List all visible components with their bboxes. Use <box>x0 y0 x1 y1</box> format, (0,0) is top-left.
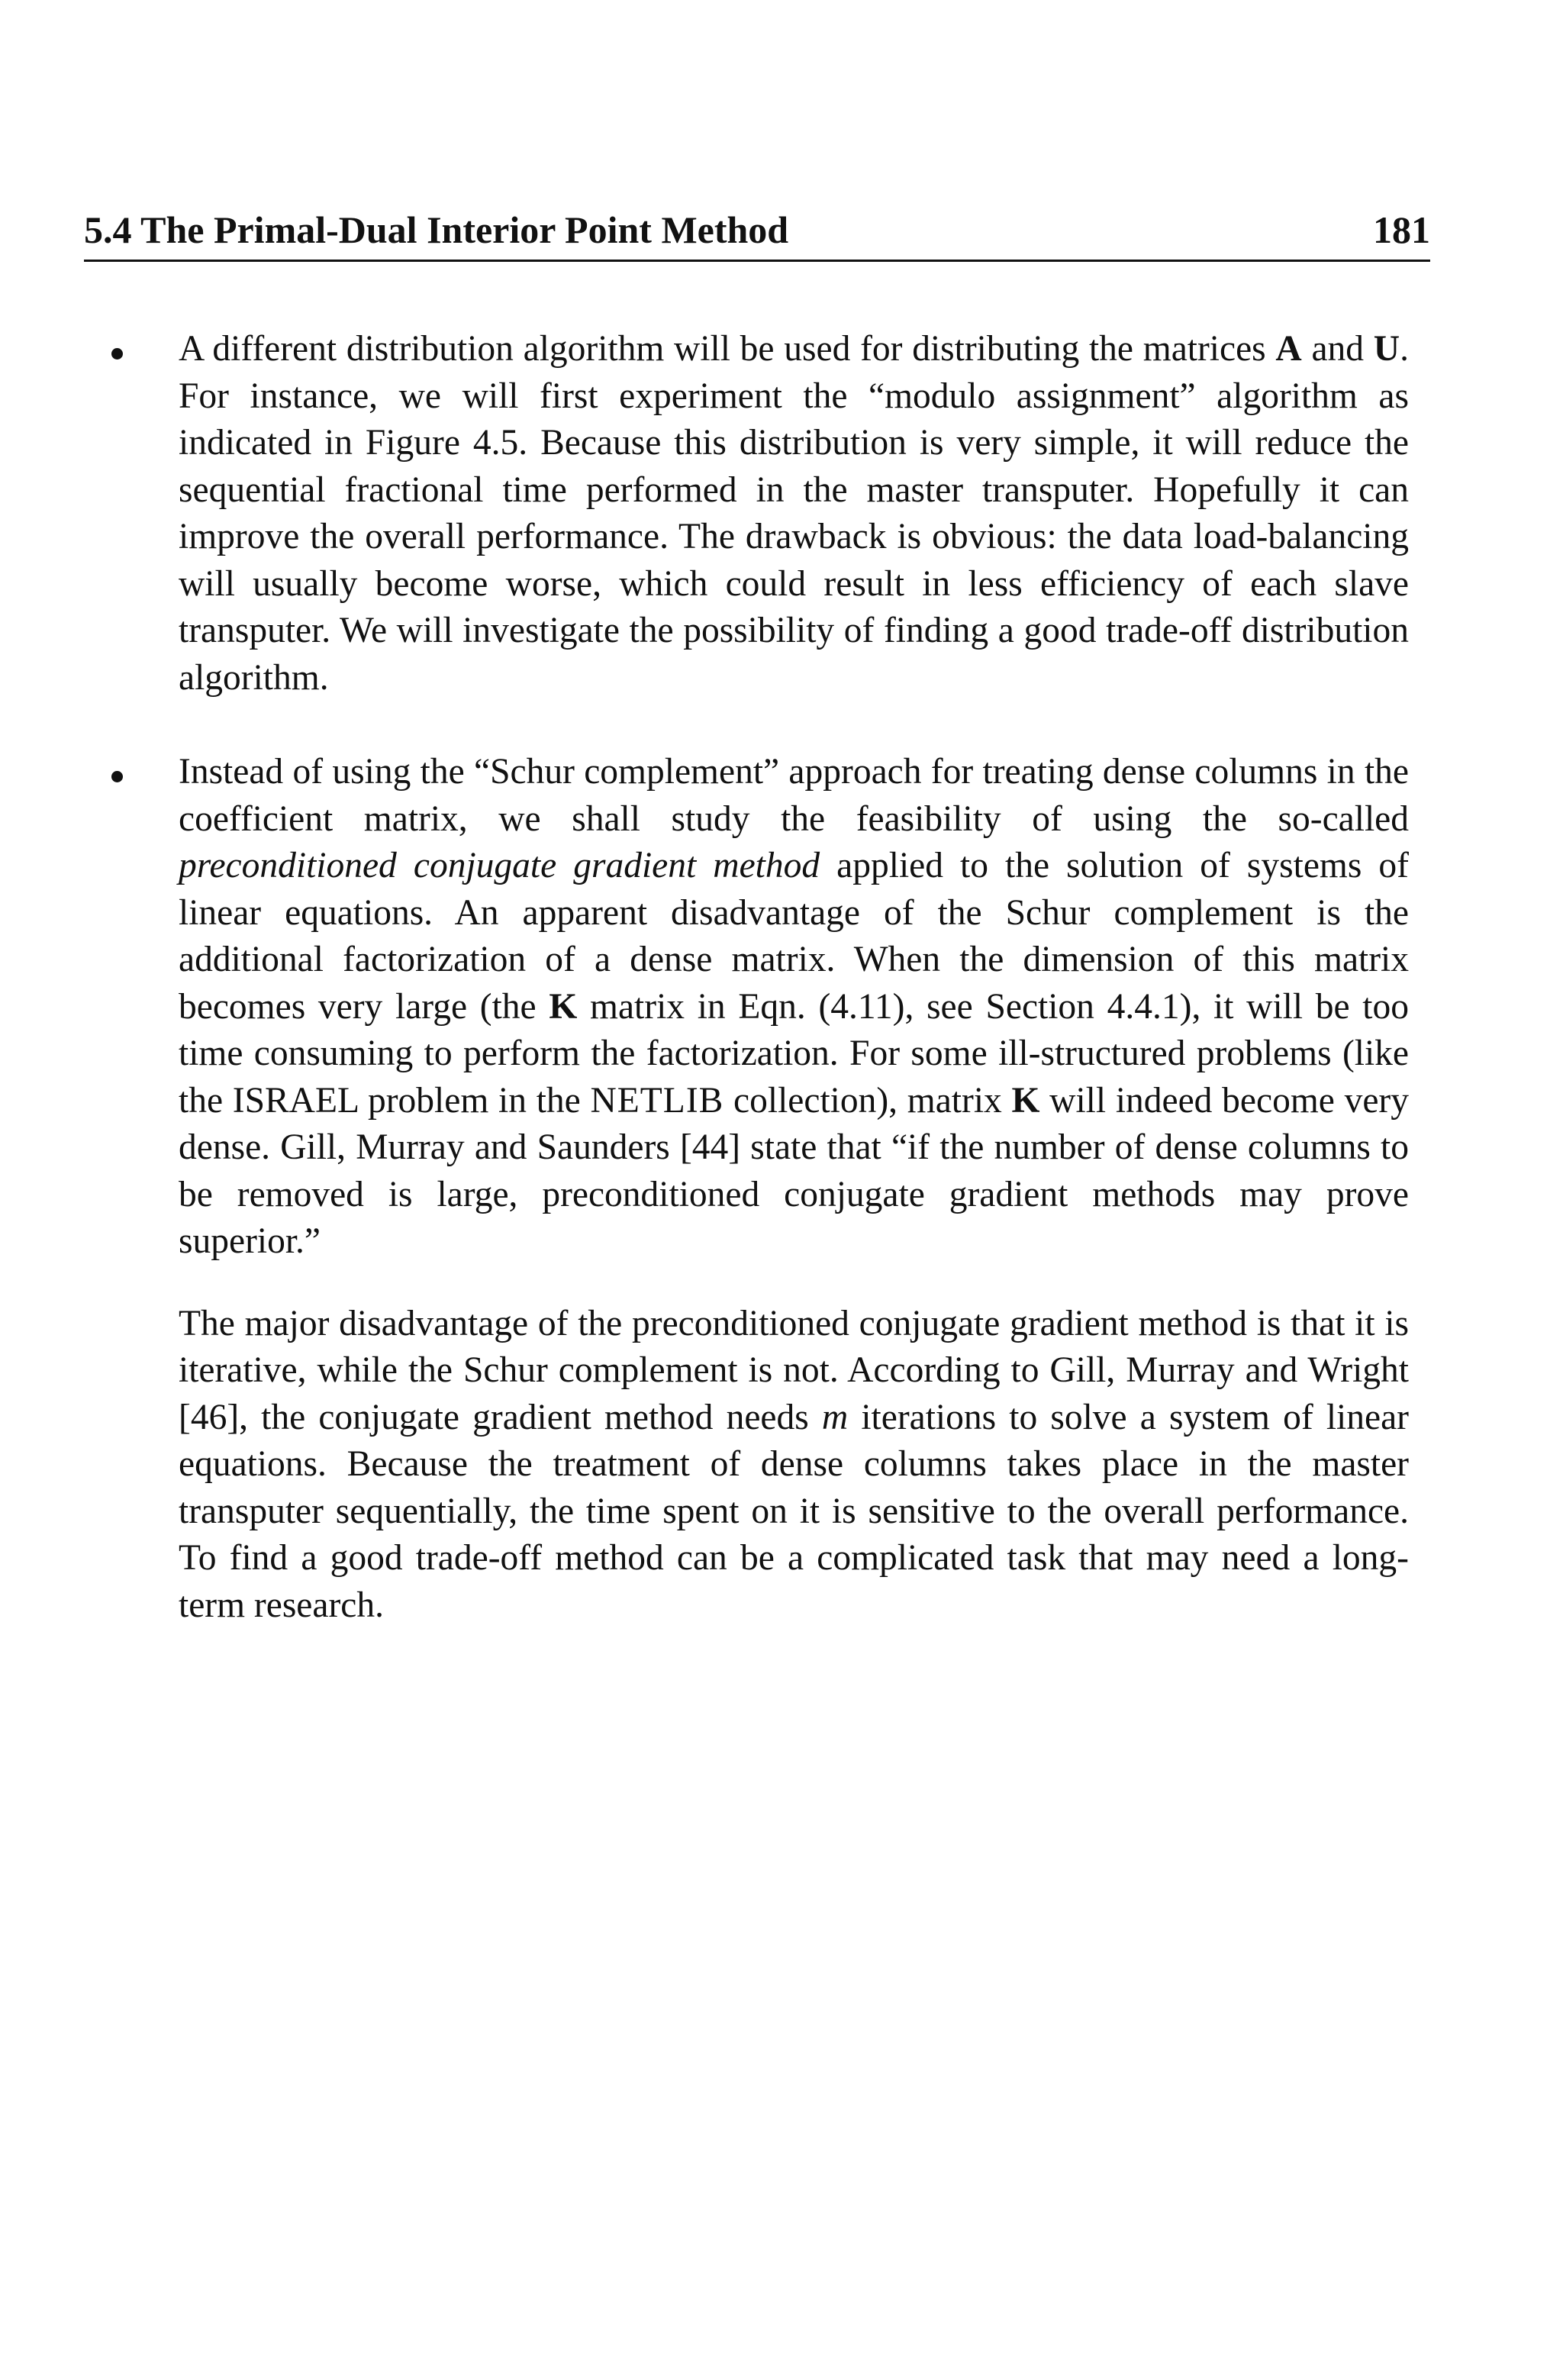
text-run: and <box>1301 329 1374 369</box>
text-run: applied to the solution of systems of linear equations. An apparent disadvantage of the Schur complement is the additional factorization of a dense matrix. When the dimension of this matrix becomes very large (the <box>179 846 1409 1027</box>
matrix-symbol: U <box>1373 329 1400 369</box>
bullet-icon <box>111 771 123 782</box>
bullet-icon <box>111 348 123 360</box>
matrix-symbol: K <box>1011 1080 1040 1121</box>
matrix-symbol: K <box>549 986 578 1027</box>
variable-symbol: m <box>821 1397 849 1437</box>
text-run: A different distribution algorithm will be used for distributing the matrices <box>179 329 1276 369</box>
paragraph <box>179 326 1409 701</box>
emphasized-term: preconditioned conjugate gradient method <box>179 846 820 885</box>
page-number: 181 <box>1373 208 1430 251</box>
collection-name: NETLIB <box>590 1080 724 1121</box>
text-run: Instead of using the “Schur complement” approach for treating dense columns in the coefficient matrix, we shall study the feasibility of using the so-called <box>179 752 1409 839</box>
matrix-symbol: A <box>1275 329 1302 369</box>
future-work-list <box>179 326 1409 1266</box>
section-title: 5.4 The Primal-Dual Interior Point Method <box>84 208 789 251</box>
running-head <box>84 206 1430 262</box>
text-run: iterations to solve a system of linear equations. Because the treatment of dense columns takes place in the master transputer sequentially, the time spent on it is sensitive to the overall performance. To find a good trade-off method can be a complicated task that may need a long-term research. <box>179 1397 1409 1625</box>
text-run: will indeed become very dense. Gill, Murray and Saunders [44] state that “if the number of dense columns to be removed is large, preconditioned conjugate gradient methods may prove superior.” <box>179 1080 1409 1261</box>
list-item-preconditioned-conjugate-gradient <box>179 749 1409 1266</box>
paragraph <box>179 749 1409 1266</box>
continued-paragraph <box>179 1301 1409 1630</box>
text-run: collection), matrix <box>723 1080 1012 1121</box>
page-body <box>179 326 1409 1629</box>
text-run: . For instance, we will first experiment the “modulo assignment” algorithm as indicated in Figure 4.5. Because this distribution is very simple, it will reduce the sequential fractional time performed in the master transputer. Hopefully it can improve the overall performance. The drawback is obvious: the data load-balancing will usually become worse, which could result in less efficiency of each slave transputer. We will investigate the possibility of finding a good trade-off distribution algorithm. <box>179 329 1409 698</box>
text-run: matrix in Eqn. (4.11), see Section 4.4.1), it will be too time consuming to perform the factorization. For some ill-structured problems (like the ISRAEL problem in the <box>179 986 1409 1121</box>
text-run: The major disadvantage of the preconditioned conjugate gradient method is that it is iterative, while the Schur complement is not. According to Gill, Murray and Wright [46], the conjugate gradient method needs <box>179 1303 1409 1437</box>
list-item-distribution-algorithm <box>179 326 1409 701</box>
